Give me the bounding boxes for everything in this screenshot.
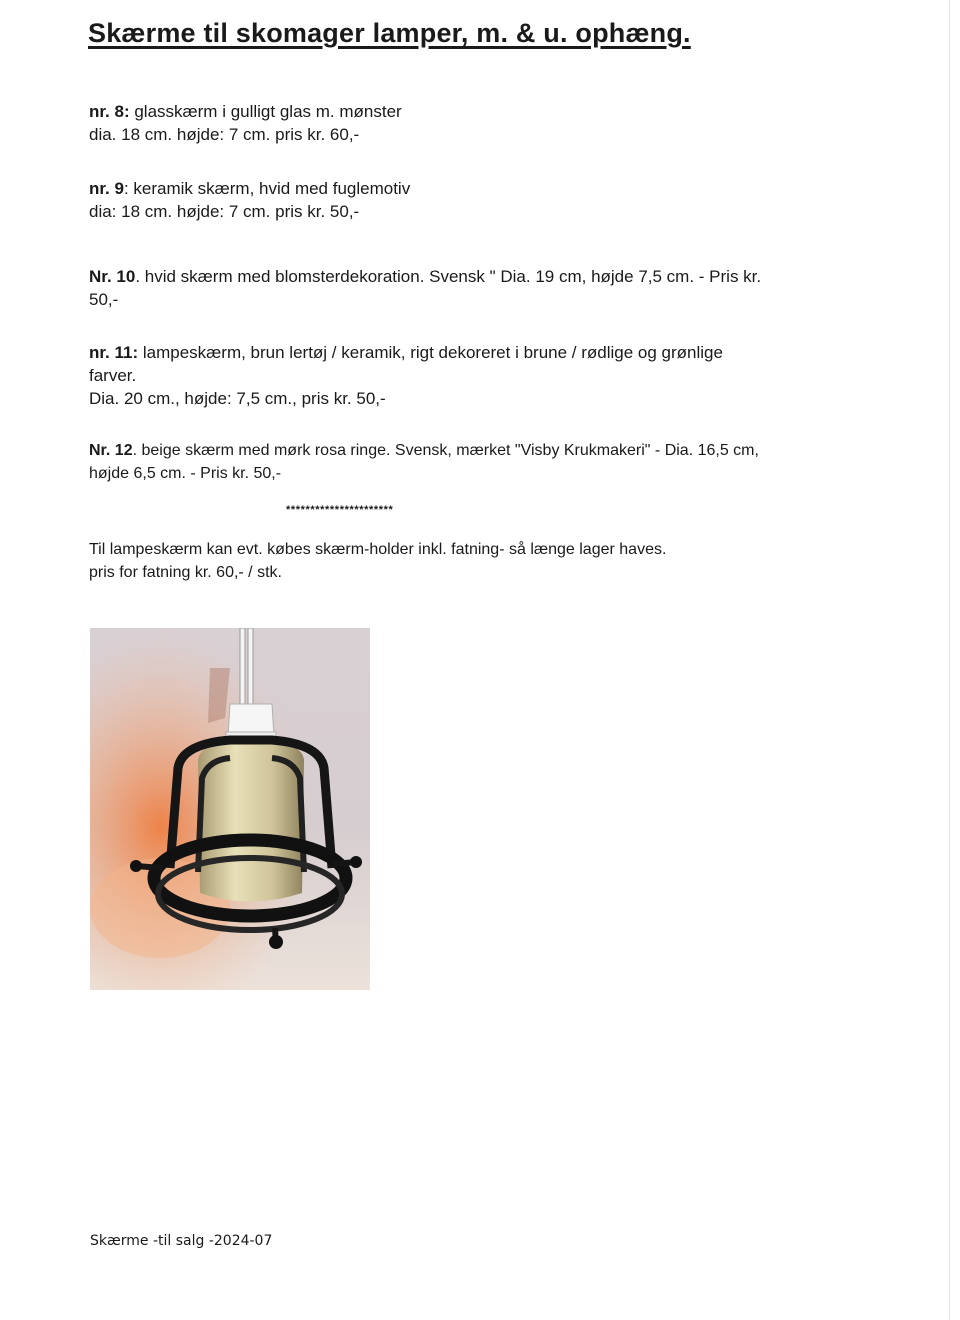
item-description: glasskærm i gulligt glas m. mønster	[129, 102, 402, 121]
item-description: . beige skærm med mørk rosa ringe. Svensk, mærket "Visby Krukmakeri" - Dia. 16,5 cm,	[132, 442, 759, 459]
item-details: Dia. 20 cm., højde: 7,5 cm., pris kr. 50,-	[89, 389, 386, 408]
page-footer: Skærme -til salg -2024-07	[90, 1233, 273, 1249]
item-number: Nr. 10	[89, 267, 136, 286]
item-description: . hvid skærm med blomsterdekoration. Svensk " Dia. 19 cm, højde 7,5 cm. - Pris kr.	[135, 267, 762, 286]
item-description: lampeskærm, brun lertøj / keramik, rigt dekoreret i brune / rødlige og grønlige	[138, 343, 723, 362]
holder-note	[89, 538, 666, 584]
item-details: dia. 18 cm. højde: 7 cm. pris kr. 60,-	[89, 125, 360, 144]
holder-note-price: pris for fatning kr. 60,- / stk.	[89, 564, 282, 581]
item-description: : keramik skærm, hvid med fuglemotiv	[123, 179, 411, 198]
item-details: dia: 18 cm. højde: 7 cm. pris kr. 50,-	[89, 202, 360, 221]
item-details: højde 6,5 cm. - Pris kr. 50,-	[89, 465, 282, 482]
item-nr-8	[89, 100, 849, 146]
page-title: Skærme til skomager lamper, m. & u. ophæng.	[88, 18, 691, 48]
item-nr-11	[89, 341, 849, 410]
item-details: 50,-	[89, 290, 119, 309]
item-description-cont: farver.	[89, 366, 137, 385]
item-number: Nr. 12	[89, 442, 133, 459]
item-nr-12	[89, 439, 849, 485]
lamp-holder-photo	[90, 628, 370, 990]
item-nr-10	[89, 265, 849, 311]
item-nr-9	[89, 177, 849, 223]
item-number: nr. 9	[89, 179, 124, 198]
item-number: nr. 11:	[89, 343, 139, 362]
page-edge-line	[949, 0, 950, 1320]
holder-note-line1: Til lampeskærm kan evt. købes skærm-holder inkl. fatning- så længe lager haves.	[89, 541, 667, 558]
item-number: nr. 8:	[89, 102, 130, 121]
separator-stars: **********************	[286, 504, 394, 516]
